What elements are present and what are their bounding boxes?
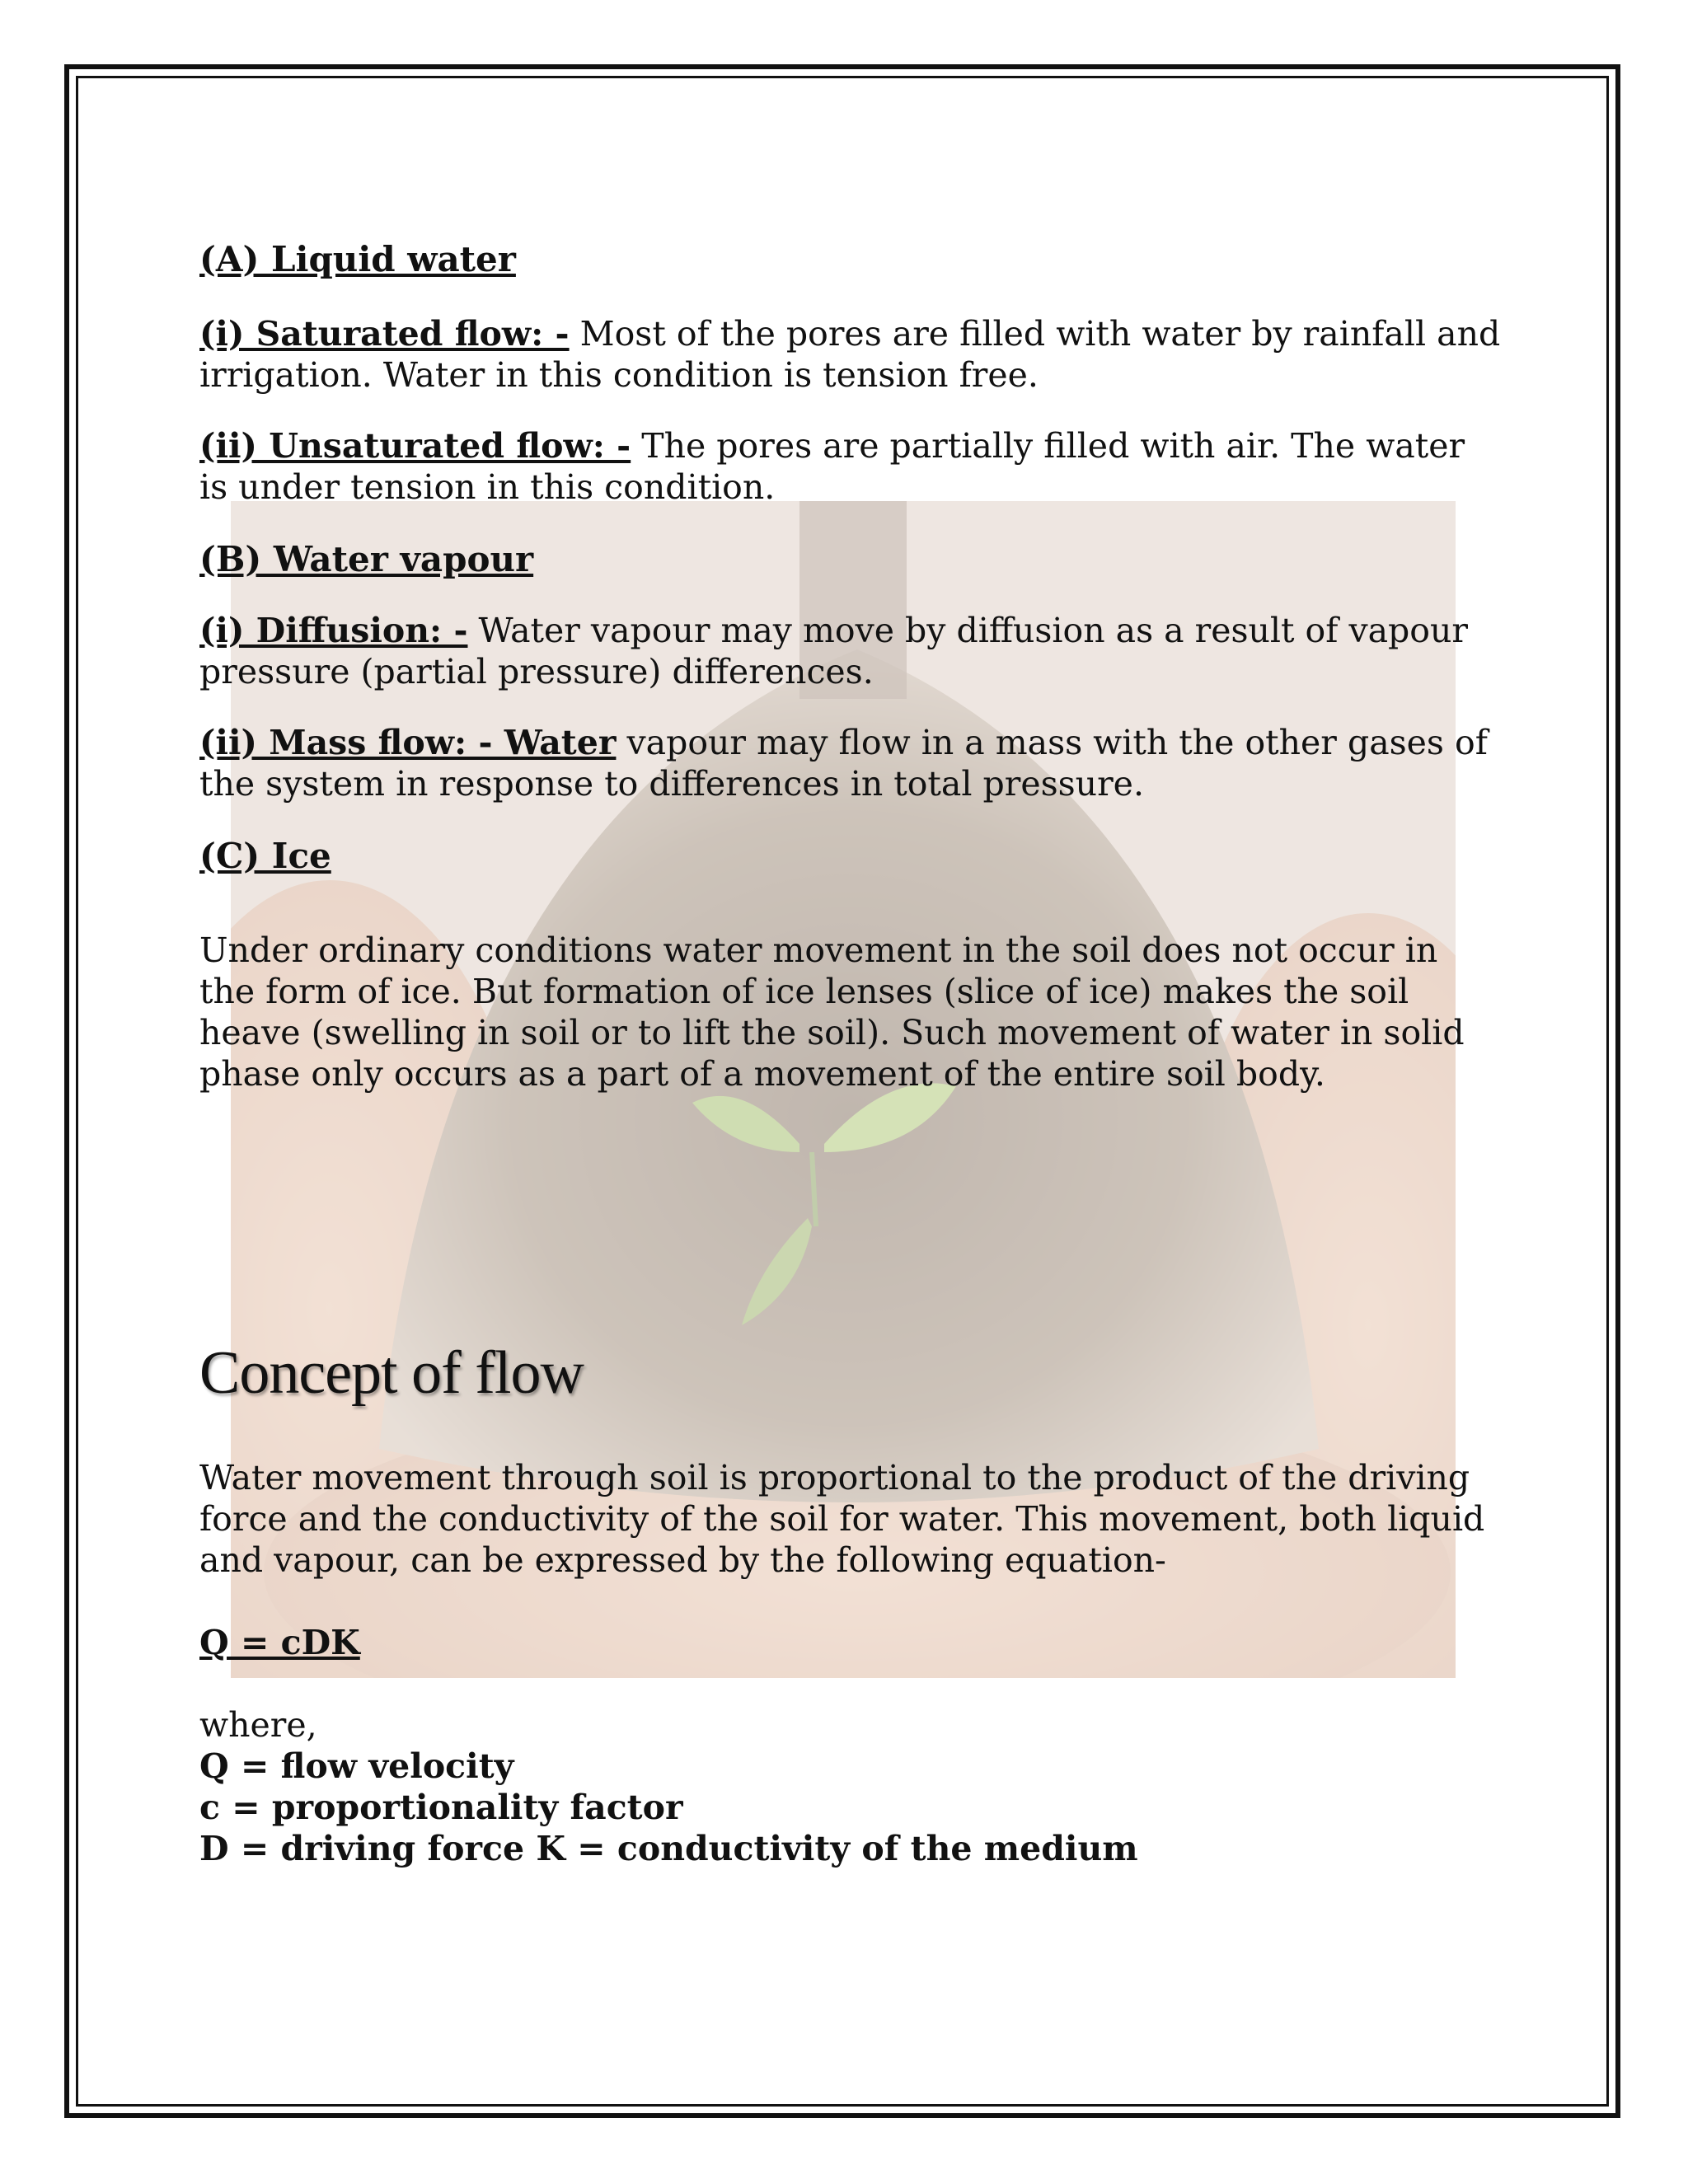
heading-ice: (C) Ice [199, 836, 331, 876]
equation: Q = cDK [199, 1623, 360, 1662]
text-mass-flow: vapour may flow in a mass with the other gases of the system in response to differences in total pressure. [199, 723, 1488, 804]
label-unsaturated-flow: (ii) Unsaturated flow: - [199, 426, 631, 466]
definition-c: c = proportionality factor [199, 1788, 683, 1827]
document-body [199, 239, 1502, 1869]
definition-q: Q = flow velocity [199, 1746, 514, 1786]
label-saturated-flow: (i) Saturated flow: - [199, 314, 570, 354]
paragraph-ice: Under ordinary conditions water movement in the soil does not occur in the form of ice. But formation of ice lenses (slice of ice) makes the soil heave (swelling in soil or to lift the soil). Such movement of water in solid phase only occurs as a part of a movement of the entire soil body. [199, 930, 1465, 1094]
paragraph-diffusion [199, 610, 1502, 692]
paragraph-unsaturated-flow [199, 425, 1502, 508]
paragraph-mass-flow [199, 722, 1502, 804]
text-diffusion: Water vapour may move by diffusion as a result of vapour pressure (partial pressure) differences. [199, 611, 1468, 691]
paragraph-concept-of-flow: Water movement through soil is proportional to the product of the driving force and the conductivity of the soil for water. This movement, both liquid and vapour, can be expressed by the following equation- [199, 1458, 1485, 1580]
label-mass-flow: (ii) Mass flow: - Water [199, 723, 617, 762]
label-diffusion: (i) Diffusion: - [199, 611, 468, 650]
text-unsaturated-flow: The pores are partially filled with air. The water is under tension in this condition. [199, 426, 1465, 507]
heading-concept-of-flow: Concept of flow [199, 1339, 584, 1407]
heading-water-vapour: (B) Water vapour [199, 539, 534, 579]
definition-d-k: D = driving force K = conductivity of the medium [199, 1829, 1138, 1868]
heading-liquid-water: (A) Liquid water [199, 239, 516, 279]
text-saturated-flow: Most of the pores are filled with water by rainfall and irrigation. Water in this condition is tension free. [199, 314, 1501, 395]
where-label: where, [199, 1705, 317, 1745]
paragraph-saturated-flow [199, 313, 1502, 396]
